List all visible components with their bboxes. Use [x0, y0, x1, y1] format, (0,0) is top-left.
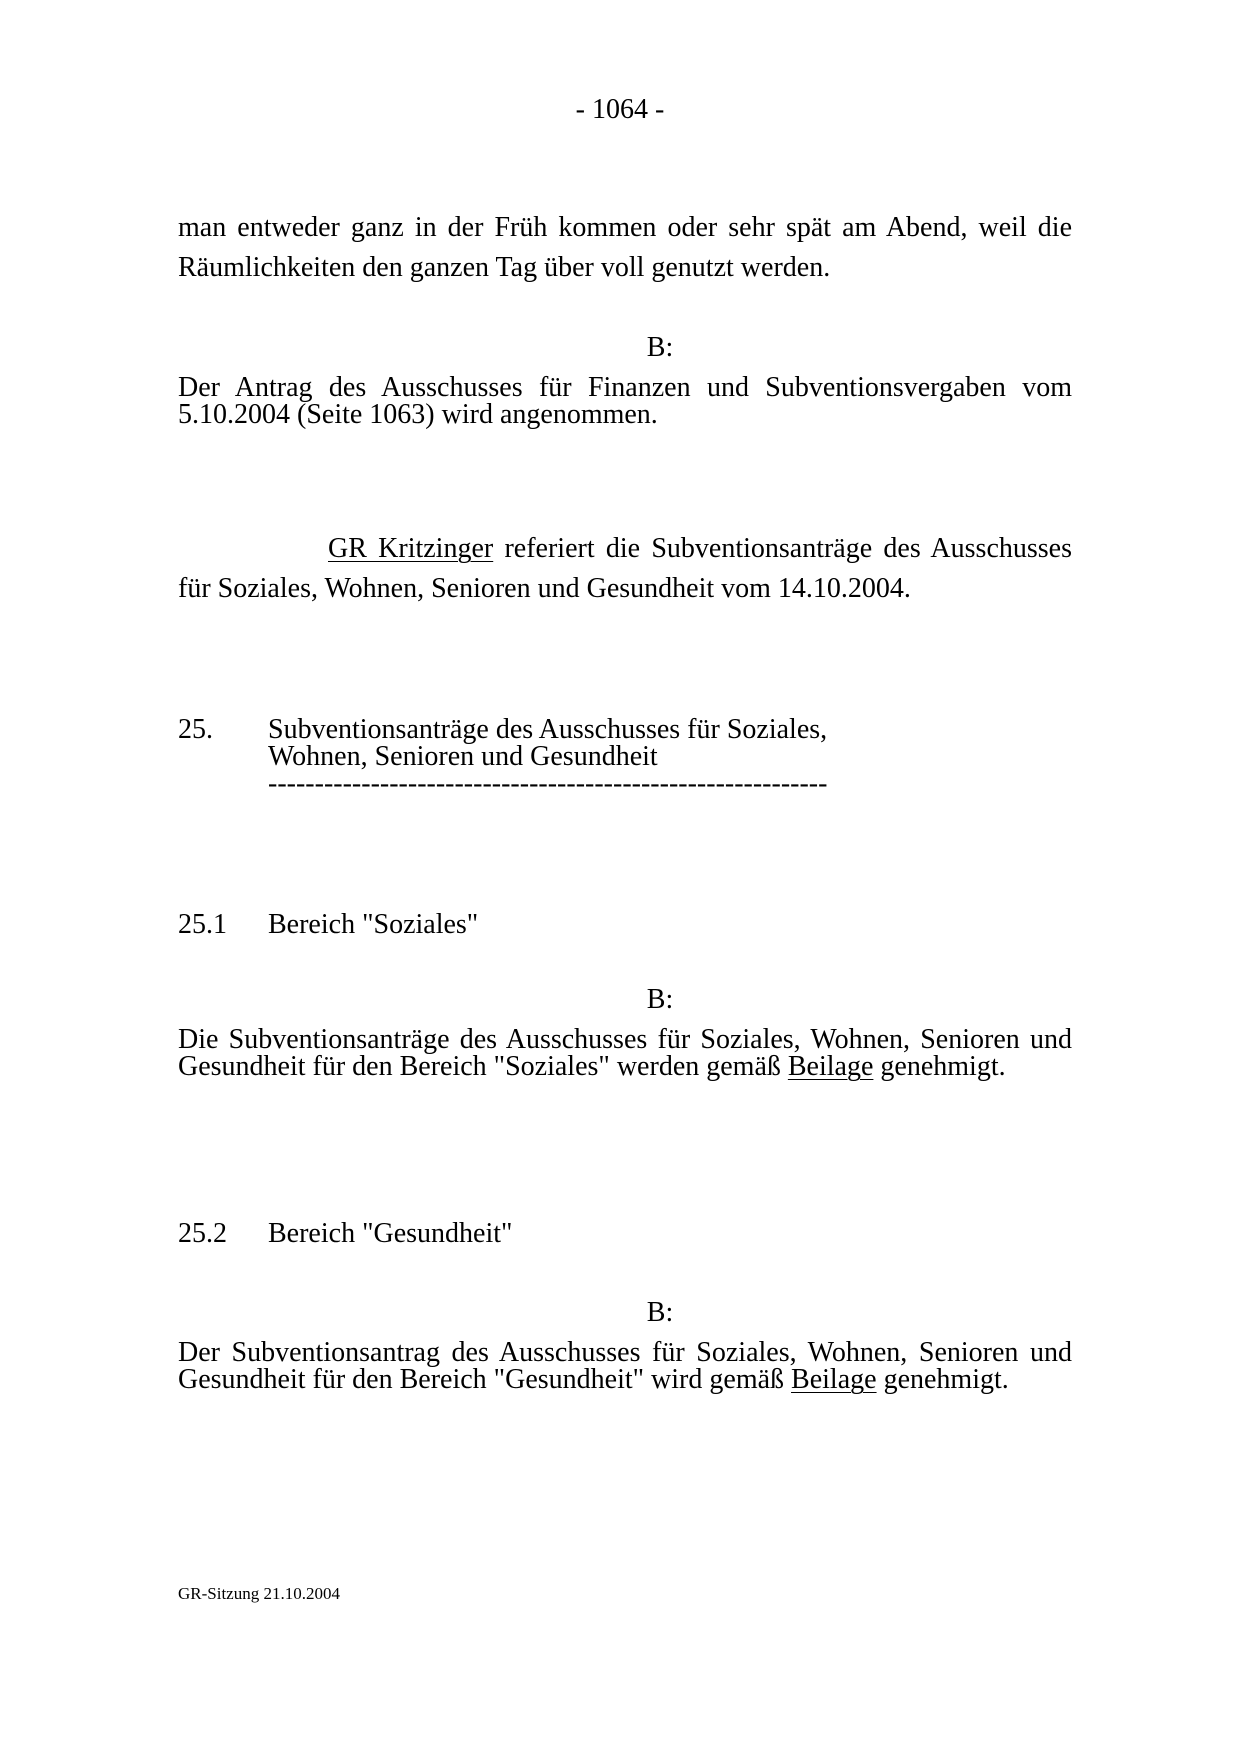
- beilage-link[interactable]: Beilage: [791, 1364, 877, 1395]
- report-paragraph: [178, 529, 1072, 609]
- intro-paragraph: [178, 208, 1072, 288]
- beilage-link[interactable]: Beilage: [787, 1051, 874, 1082]
- item-25-title-line-1: Subventionsanträge des Ausschusses für Soziales,: [268, 714, 828, 745]
- footer: GR-Sitzung 21.10.2004: [178, 1584, 340, 1603]
- item-25-1-title: Bereich "Soziales": [268, 909, 479, 940]
- item-25-number: 25.: [178, 714, 213, 745]
- item-25-2-marker: B:: [646, 1297, 674, 1328]
- report-text: referiert die Subventionsanträge des Ausschusses für Soziales, Wohnen, Senioren und Gesundheit vom 14.10.2004.: [178, 533, 1072, 604]
- item-25-2-text: Der Subventionsantrag des Ausschusses für Soziales, Wohnen, Senioren und Gesundheit für den Bereich "Gesundheit" wird gemäß Beilage genehmigt.: [178, 1337, 1072, 1395]
- item-25-2-number: 25.2: [178, 1218, 227, 1249]
- item-25-divider: ------------------------------------------------------------: [268, 768, 828, 799]
- intro-line-1: man entweder ganz in der Früh kommen oder sehr spät am Abend, weil die: [178, 212, 1072, 243]
- item-25-heading: [178, 716, 1078, 806]
- resolution-marker: B:: [646, 332, 674, 363]
- item-25-1-marker: B:: [646, 984, 674, 1015]
- resolution-text: Der Antrag des Ausschusses für Finanzen und Subventionsvergaben vom 5.10.2004 (Seite 1063) wird angenommen.: [178, 372, 1072, 430]
- item-25-1-number: 25.1: [178, 909, 227, 940]
- item-25-2-title: Bereich "Gesundheit": [268, 1218, 513, 1249]
- item-25-2-heading: [178, 1214, 1078, 1254]
- speaker-name: GR Kritzinger: [328, 533, 494, 564]
- item-25-1-text: Die Subventionsanträge des Ausschusses für Soziales, Wohnen, Senioren und Gesundheit für den Bereich "Soziales" werden gemäß Beilage genehmigt.: [178, 1024, 1072, 1082]
- item-25-1-heading: [178, 905, 1078, 945]
- intro-line-2: Räumlichkeiten den ganzen Tag über voll genutzt werden.: [178, 252, 831, 283]
- page-number: - 1064 -: [575, 94, 665, 125]
- item-25-title-line-2: Wohnen, Senioren und Gesundheit: [268, 741, 658, 772]
